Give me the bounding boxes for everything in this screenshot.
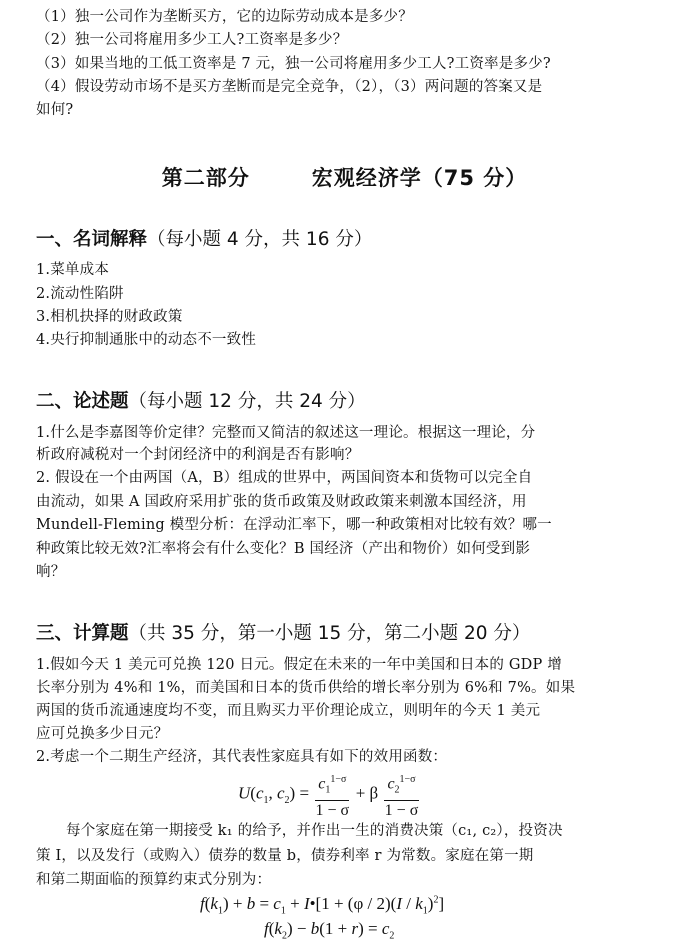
paragraph-line: 每个家庭在第一期接受 k₁ 的给予，并作出一生的消费决策（c₁, c₂），投资决 [66,823,563,839]
paragraph-line: 1.什么是李嘉图等价定律？完整而又简洁的叙述这一理论。根据这一理论，分 [36,425,536,441]
list-item: 4.央行抑制通胀中的动态不一致性 [36,332,257,348]
section-heading [36,387,366,413]
question-line: （1）独一公司作为垄断买方，它的边际劳动成本是多少？ [36,9,413,25]
paragraph-line: 和第二期面临的预算约束式分别为： [36,872,272,888]
paragraph-line: 长率分别为 4%和 1%，而美国和日本的货币供给的增长率分别为 6%和 7%。如果 [36,680,576,696]
paragraph-line: 2.考虑一个二期生产经济，其代表性家庭具有如下的效用函数： [36,749,448,765]
list-item: 2.流动性陷阱 [36,286,124,302]
section-note: （每小题 4 分，共 16 分） [147,229,373,250]
paragraph-line: Mundell-Fleming 模型分析：在浮动汇率下，哪一种政策相对比较有效？哪一 [36,517,552,533]
paragraph-line: 2. 假设在一个由两国（A，B）组成的世界中，两国间资本和货物可以完全自 [36,470,533,486]
section-title: 一、名词解释 [36,229,148,250]
paragraph-line: 策 I，以及发行（或购入）债券的数量 b，债券利率 r 为常数。家庭在第一期 [36,848,534,864]
paragraph-line: 由流动，如果 A 国政府采用扩张的货币政策及财政政策来刺激本国经济，用 [36,494,527,510]
budget-constraint-2: $f(k_2) - b(1 + r) = c_2$ [264,919,395,942]
paragraph-line: 两国的货币流通速度均不变，而且购买力平价理论成立，则明年的今天 1 美元 [36,703,541,719]
question-line: （3）如果当地的工低工资率是 7 元，独一公司将雇用多少工人?工资率是多少? [36,56,551,72]
section-title: 二、论述题 [36,391,129,412]
part-title [0,162,689,192]
section-heading [36,225,372,251]
budget-constraint-1: $f(k_1) + b = c_1$ + I•[1 + $(\varphi / 2)(I / k_1)^2$] [200,894,445,917]
section-note: （每小题 12 分，共 24 分） [128,391,366,412]
question-line: （4）假设劳动市场不是买方垄断而是完全竞争，（2），（3）两问题的答案又是 [36,79,543,95]
paragraph-line: 种政策比较无效?汇率将会有什么变化？B 国经济（产出和物价）如何受到影 [36,541,531,557]
question-line: （2）独一公司将雇用多少工人?工资率是多少？ [36,32,348,48]
utility-formula: $U(c_1$, $c_2$) = $\frac{c_1^{1-\sigma}}{1 - \sigma}$ + β $\frac{c_2^{1-\sigma}}{1 - \sigma}$ [238,770,421,820]
paragraph-line: 应可兑换多少日元？ [36,726,169,742]
section-heading [36,619,530,645]
part-label: 第二部分 [161,166,250,190]
paragraph-line: 1.假如今天 1 美元可兑换 120 日元。假定在未来的一年中美国和日本的 GDP 增 [36,657,562,673]
question-line: 如何? [36,102,74,118]
part-subject: 宏观经济学（75 分） [311,166,528,190]
paragraph-line: 析政府减税对一个封闭经济中的利润是否有影响？ [36,447,360,463]
list-item: 3.相机抉择的财政政策 [36,309,183,325]
section-note: （共 35 分，第一小题 15 分，第二小题 20 分） [128,623,531,644]
section-title: 三、计算题 [36,623,129,644]
list-item: 1.菜单成本 [36,262,110,278]
paragraph-line: 响？ [36,564,66,580]
